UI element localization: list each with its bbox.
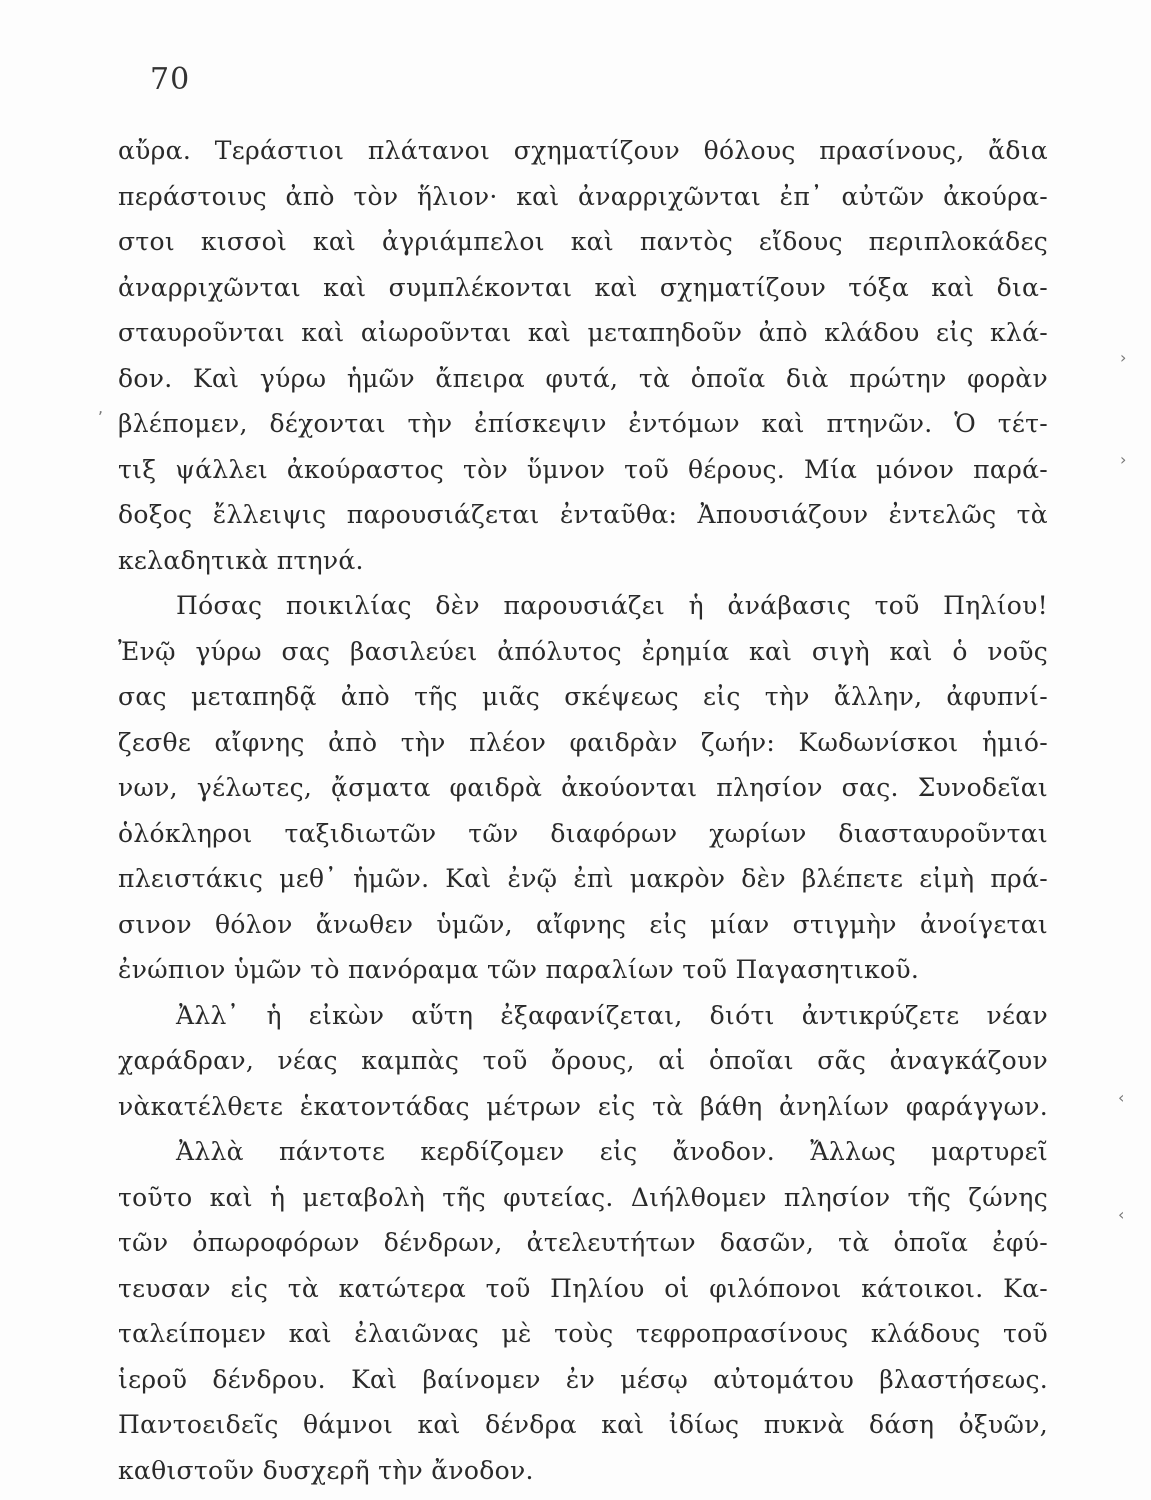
text-line: τευσαν εἰς τὰ κατώτερα τοῦ Πηλίου οἱ φιλόπονοι κάτοικοι. Κα- xyxy=(118,1273,1048,1303)
margin-mark: ‹ xyxy=(1118,1205,1125,1224)
text-line: τῶν ὀπωροφόρων δένδρων, ἀτελευτήτων δασῶν, τὰ ὁποῖα ἐφύ- xyxy=(118,1228,1048,1257)
text-line: Ἀλλὰ πάντοτε κερδίζομεν εἰς ἄνοδον. Ἄλλως μαρτυρεῖ xyxy=(176,1137,1048,1166)
text-line: Ἀλλ᾽ ἡ εἰκὼν αὕτη ἐξαφανίζεται, διότι ἀντικρύζετε νέαν xyxy=(176,1000,1048,1030)
text-line: πλειστάκις μεθ᾽ ἡμῶν. Καὶ ἐνῷ ἐπὶ μακρὸν δὲν βλέπετε εἰμὴ πρά- xyxy=(118,864,1048,893)
text-line: βλέπομεν, δέχονται τὴν ἐπίσκεψιν ἐντόμων καὶ πτηνῶν. Ὁ τέτ- xyxy=(118,409,1048,438)
text-line: περάστοιυς ἀπὸ τὸν ἥλιον· καὶ ἀναρριχῶνται ἐπ᾽ αὐτῶν ἀκούρα- xyxy=(118,181,1048,211)
text-line: ἀναρριχῶνται καὶ συμπλέκονται καὶ σχηματίζουν τόξα καὶ δια- xyxy=(118,272,1048,302)
text-line: ἐνώπιον ὑμῶν τὸ πανόραμα τῶν παραλίων τοῦ Παγασητικοῦ. xyxy=(118,955,920,984)
text-line: στοι κισσοὶ καὶ ἀγριάμπελοι καὶ παντὸς εἴδους περιπλοκάδες xyxy=(118,227,1048,256)
text-line: ὁλόκληροι ταξιδιωτῶν τῶν διαφόρων χωρίων διασταυροῦνται xyxy=(118,818,1048,848)
text-line: δοξος ἔλλειψις παρουσιάζεται ἐνταῦθα: Ἀπουσιάζουν ἐντελῶς τὰ xyxy=(118,500,1048,529)
text-line: καθιστοῦν δυσχερῆ τὴν ἄνοδον. xyxy=(118,1455,534,1485)
margin-mark: ‹ xyxy=(1118,1088,1125,1107)
margin-mark: , xyxy=(98,398,104,417)
text-line: Παντοειδεῖς θάμνοι καὶ δένδρα καὶ ἰδίως πυκνὰ δάση ὀξυῶν, xyxy=(118,1410,1048,1439)
text-line: τοῦτο καὶ ἡ μεταβολὴ τῆς φυτείας. Διήλθομεν πλησίον τῆς ζώνης xyxy=(118,1182,1048,1212)
text-line: τιξ ψάλλει ἀκούραστος τὸν ὕμνον τοῦ θέρους. Μία μόνον παρά- xyxy=(118,454,1048,484)
text-line: χαράδραν, νέας καμπὰς τοῦ ὄρους, αἱ ὁποῖαι σᾶς ἀναγκάζουν xyxy=(118,1046,1048,1075)
text-line: σας μεταπηδᾷ ἀπὸ τῆς μιᾶς σκέψεως εἰς τὴν ἄλλην, ἀφυπνί- xyxy=(118,682,1048,711)
text-line: αὔρα. Τεράστιοι πλάτανοι σχηματίζουν θόλους πρασίνους, ἄδια xyxy=(118,136,1048,165)
text-line: νων, γέλωτες, ᾄσματα φαιδρὰ ἀκούονται πλησίον σας. Συνοδεῖαι xyxy=(118,773,1048,802)
text-line: δον. Καὶ γύρω ἡμῶν ἄπειρα φυτά, τὰ ὁποῖα διὰ πρώτην φορὰν xyxy=(118,363,1048,393)
margin-mark: › xyxy=(1120,450,1127,469)
text-line: ζεσθε αἴφνης ἀπὸ τὴν πλέον φαιδρὰν ζωήν: Κωδωνίσκοι ἡμιό- xyxy=(118,727,1048,757)
text-line: νὰκατέλθετε ἑκατοντάδας μέτρων εἰς τὰ βάθη ἀνηλίων φαράγγων. xyxy=(118,1091,1048,1121)
margin-mark: › xyxy=(1120,348,1127,367)
text-line: ἱεροῦ δένδρου. Καὶ βαίνομεν ἐν μέσῳ αὐτομάτου βλαστήσεως. xyxy=(118,1364,1048,1394)
text-line: σινον θόλον ἄνωθεν ὑμῶν, αἴφνης εἰς μίαν στιγμὴν ἀνοίγεται xyxy=(118,909,1048,939)
text-line: Ἐνῷ γύρω σας βασιλεύει ἀπόλυτος ἐρημία καὶ σιγὴ καὶ ὁ νοῦς xyxy=(118,636,1048,666)
text-line: κελαδητικὰ πτηνά. xyxy=(118,545,364,575)
page-number: 70 xyxy=(150,62,191,97)
text-line: σταυροῦνται καὶ αἰωροῦνται καὶ μεταπηδοῦν ἀπὸ κλάδου εἰς κλά- xyxy=(118,318,1048,347)
text-line: Πόσας ποικιλίας δὲν παρουσιάζει ἡ ἀνάβασις τοῦ Πηλίου! xyxy=(176,591,1048,620)
text-line: ταλείπομεν καὶ ἐλαιῶνας μὲ τοὺς τεφροπρασίνους κλάδους τοῦ xyxy=(118,1319,1048,1348)
body-text xyxy=(118,128,1048,1493)
